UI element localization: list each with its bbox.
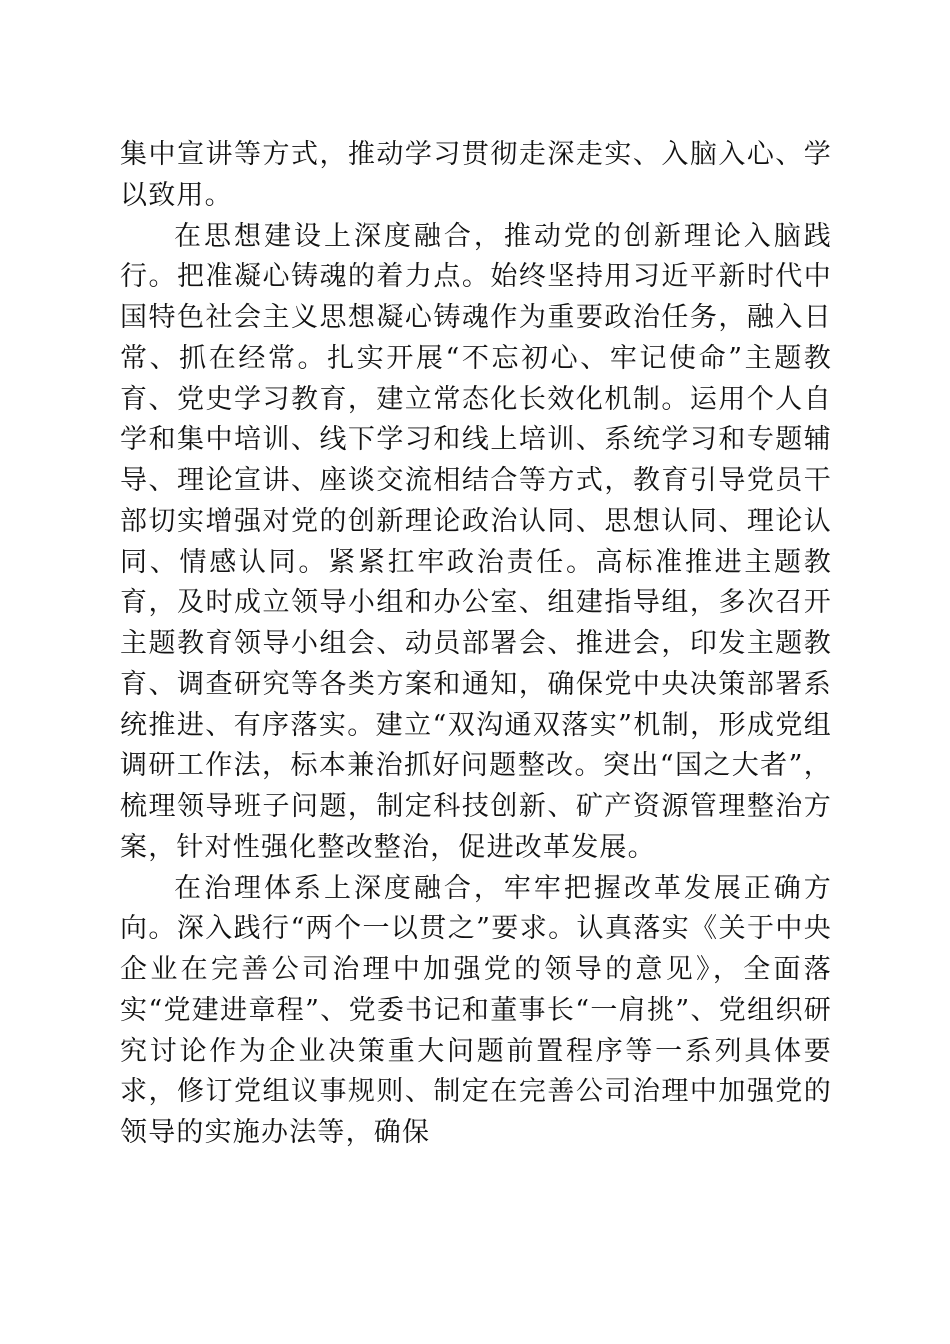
paragraph-ideological-building: 在思想建设上深度融合，推动党的创新理论入脑践行。把准凝心铸魂的着力点。始终坚持用习近平新时代中国特色社会主义思想凝心铸魂作为重要政治任务，融入日常、抓在经常。扎实开展“不忘初心、牢记使命”主题教育、党史学习教育，建立常态化长效化机制。运用个人自学和集中培训、线下学习和线上培训、系统学习和专题辅导、理论宣讲、座谈交流相结合等方式，教育引导党员干部切实增强对党的创新理论政治认同、思想认同、理论认同、情感认同。紧紧扛牢政治责任。高标准推进主题教育，及时成立领导小组和办公室、组建指导组，多次召开主题教育领导小组会、动员部署会、推进会，印发主题教育、调查研究等各类方案和通知，确保党中央决策部署系统推进、有序落实。建立“双沟通双落实”机制，形成党组调研工作法，标本兼治抓好问题整改。突出“国之大者”，梳理领导班子问题，制定科技创新、矿产资源管理整治方案，针对性强化整改整治，促进改革发展。 xyxy=(120,220,832,863)
paragraph-governance-system: 在治理体系上深度融合，牢牢把握改革发展正确方向。深入践行“两个一以贯之”要求。认真落实《关于中央企业在完善公司治理中加强党的领导的意见》，全面落实“党建进章程”、党委书记和董事长“一肩挑”、党组织研究讨论作为企业决策重大问题前置程序等一系列具体要求，修订党组议事规则、制定在完善公司治理中加强党的领导的实施办法等，确保 xyxy=(120,872,832,1148)
paragraph-continuation: 集中宣讲等方式，推动学习贯彻走深走实、入脑入心、学以致用。 xyxy=(120,139,832,211)
document-page xyxy=(120,135,832,1154)
